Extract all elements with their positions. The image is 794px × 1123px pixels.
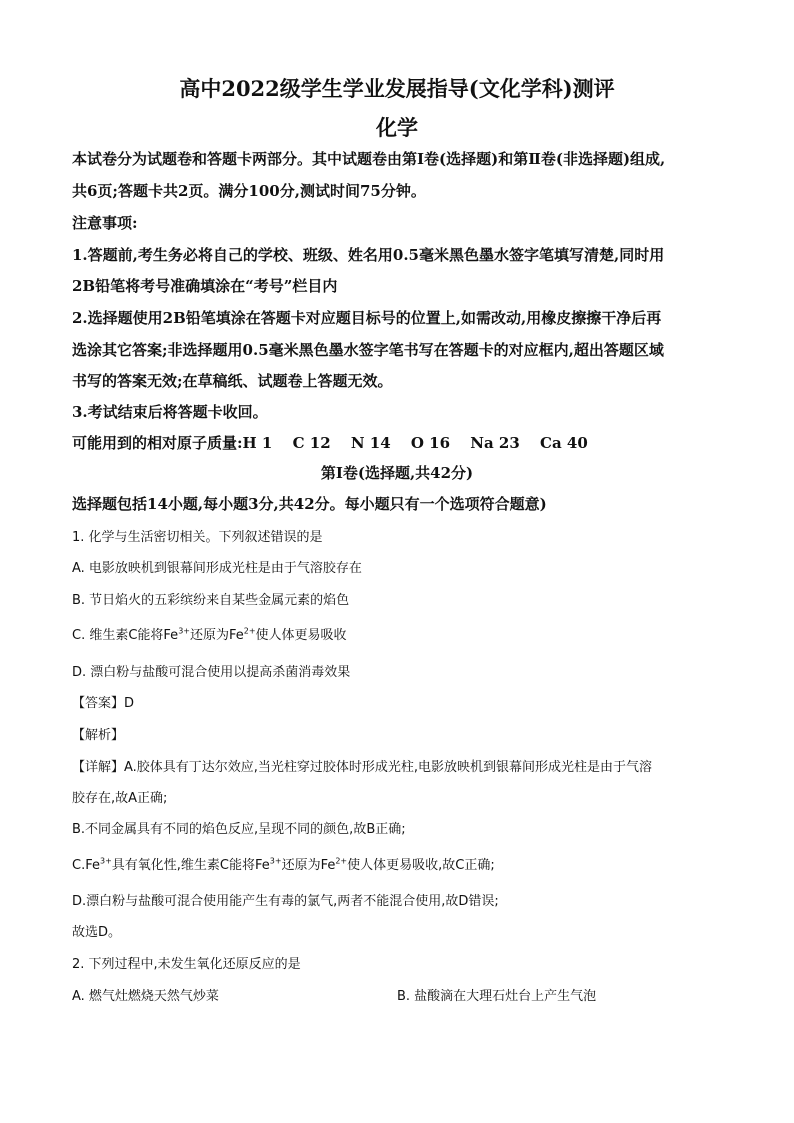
question-2-option-a: A. 燃气灶燃烧天然气炒菜 bbox=[72, 989, 219, 1004]
option-c-text-3: 使人体更易吸收 bbox=[255, 628, 347, 643]
option-c-text-1: C. 维生素C能将Fe bbox=[72, 628, 179, 643]
detail-a-line-1: 【详解】A.胶体具有丁达尔效应,当光柱穿过胶体时形成光柱,电影放映机到银幕间形成光柱是由于气溶 bbox=[72, 760, 653, 775]
note-2-line-1: 2.选择题使用2B铅笔填涂在答题卡对应题目标号的位置上,如需改动,用橡皮擦擦干净后再 bbox=[72, 309, 662, 327]
option-c-charge-2: 2+ bbox=[243, 626, 256, 636]
question-2-stem: 2. 下列过程中,未发生氧化还原反应的是 bbox=[72, 957, 301, 972]
analysis-label: 【解析】 bbox=[72, 728, 125, 743]
detail-c-charge-3: 2+ bbox=[335, 856, 348, 866]
detail-d: D.漂白粉与盐酸可混合使用能产生有毒的氯气,两者不能混合使用,故D错误; bbox=[72, 894, 499, 909]
section-instructions: 选择题包括14小题,每小题3分,共42分。每小题只有一个选项符合题意) bbox=[72, 495, 547, 513]
option-c-text-2: 还原为Fe bbox=[189, 628, 244, 643]
intro-line-2: 共6页;答题卡共2页。满分100分,测试时间75分钟。 bbox=[72, 182, 426, 200]
detail-b: B.不同金属具有不同的焰色反应,呈现不同的颜色,故B正确; bbox=[72, 822, 406, 837]
section-heading: 第Ⅰ卷(选择题,共42分) bbox=[320, 464, 474, 482]
note-1-line-1: 1.答题前,考生务必将自己的学校、班级、姓名用0.5毫米黑色墨水签字笔填写清楚,同时用 bbox=[72, 246, 665, 264]
question-1-option-c bbox=[72, 624, 347, 643]
page-title: 高中2022级学生学业发展指导(文化学科)测评 bbox=[179, 76, 615, 101]
detail-c-text-2: 具有氧化性,维生素C能将Fe bbox=[111, 858, 270, 873]
question-1-stem: 1. 化学与生活密切相关。下列叙述错误的是 bbox=[72, 530, 323, 545]
detail-c-charge-2: 3+ bbox=[269, 856, 282, 866]
question-2-option-b: B. 盐酸滴在大理石灶台上产生气泡 bbox=[397, 989, 597, 1004]
detail-c-text-4: 使人体更易吸收,故C正确; bbox=[347, 858, 495, 873]
detail-c-text-1: C.Fe bbox=[72, 858, 100, 873]
detail-a-line-2: 胶存在,故A正确; bbox=[72, 791, 168, 806]
option-c-charge-1: 3+ bbox=[178, 626, 190, 636]
question-1-option-a: A. 电影放映机到银幕间形成光柱是由于气溶胶存在 bbox=[72, 561, 362, 576]
detail-c-text-3: 还原为Fe bbox=[281, 858, 336, 873]
intro-line-1: 本试卷分为试题卷和答题卡两部分。其中试题卷由第Ⅰ卷(选择题)和第Ⅱ卷(非选择题)组成, bbox=[72, 150, 666, 168]
note-2-line-2: 选涂其它答案;非选择题用0.5毫米黑色墨水签字笔书写在答题卡的对应框内,超出答题区域 bbox=[72, 341, 664, 359]
note-2-line-3: 书写的答案无效;在草稿纸、试题卷上答题无效。 bbox=[72, 372, 393, 390]
detail-c bbox=[72, 854, 495, 873]
subject-title: 化学 bbox=[376, 115, 418, 140]
note-1-line-2: 2B铅笔将考号准确填涂在“考号”栏目内 bbox=[72, 277, 338, 295]
conclusion: 故选D。 bbox=[72, 925, 122, 940]
notes-heading: 注意事项: bbox=[72, 214, 138, 232]
question-1-option-b: B. 节日焰火的五彩缤纷来自某些金属元素的焰色 bbox=[72, 593, 350, 608]
atomic-masses: 可能用到的相对原子质量:H 1 C 12 N 14 O 16 Na 23 Ca 40 bbox=[72, 434, 588, 452]
detail-c-charge-1: 3+ bbox=[99, 856, 112, 866]
note-3: 3.考试结束后将答题卡收回。 bbox=[72, 403, 268, 421]
answer-label: 【答案】D bbox=[72, 696, 135, 711]
question-1-option-d: D. 漂白粉与盐酸可混合使用以提高杀菌消毒效果 bbox=[72, 665, 351, 680]
